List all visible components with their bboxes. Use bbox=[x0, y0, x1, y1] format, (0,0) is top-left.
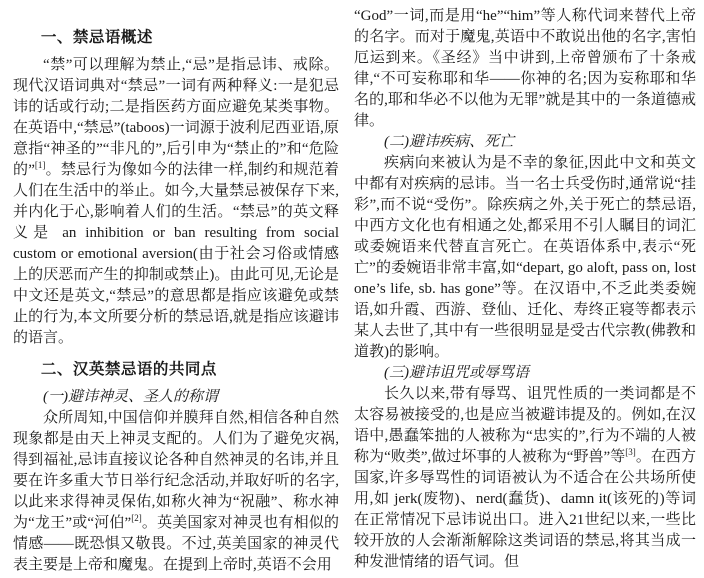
paragraph: 长久以来,带有辱骂、诅咒性质的一类词都是不太容易被接受的,也是应当被避讳提及的。例如,在汉语中,愚蠢笨拙的人被称为“忠实的”,行为不端的人被称为“败类”,做过坏事的人被称为“野兽”等[3]。在西方国家,许多辱骂性的词语被认为不适合在公共场所使用,如 jerk(废物)、nerd(蠢货)、damn it(该死的)等词在正常情况下忌讳说出口。进入21世纪以来,一些比较开放的人会渐渐解除这类词语的禁忌,将其当成一种发泄情绪的语气词。但 bbox=[354, 386, 696, 570]
section-heading: 二、汉英禁忌语的共同点 bbox=[40, 361, 217, 378]
paragraph: “God”一词,而是用“he”“him”等人称代词来替代上帝的名字。而对于魔鬼,英语中不敢说出他的名字,害怕厄运到来。《圣经》当中讲到,上帝曾颁布了十条戒律,“不可妄称耶和华——你神的名;因为妄称耶和华名的,耶和华必不以他为无罪”就是其中的一条道德戒律。 bbox=[354, 8, 696, 129]
subsection-heading: (三)避讳诅咒或辱骂语 bbox=[384, 365, 529, 381]
paragraph: 疾病向来被认为是不幸的象征,因此中文和英文中都有对疾病的忌讳。当一名士兵受伤时,通常说“挂彩”,而不说“受伤”。除疾病之外,关于死亡的禁忌语,中西方文化也有相通之处,都采用不引人瞩目的词汇或委婉语来代替直言死亡。在英语体系中,表示“死亡”的委婉语非常丰富,如“depart, go aloft, pass on, lost one’s life, sb. has gone”等。在汉语中,不乏此类委婉语,如升霞、西游、登仙、迁化、寿终正寝等都表示某人去世了,其中有一些很明显是受古代宗教(佛教和道教)的影响。 bbox=[354, 155, 696, 360]
paragraph: “禁”可以理解为禁止,“忌”是指忌讳、戒除。现代汉语词典对“禁忌”一词有两种释义:一是犯忌讳的话或行动;二是指医药方面应避免某类事物。在英语中,“禁忌”(taboos)一词源于波利尼西亚语,原意指“神圣的”“非凡的”,后引申为“禁止的”和“危险的”[1]。禁忌行为像如今的法律一样,制约和规范着人们在生活中的举止。如今,大量禁忌被保存下来,并内化于心,影响着人们的生活。“禁忌”的英文释义是 an inhibition or ban resulting from social custom or emotional aversion(由于社会习俗或情感上的厌恶而产生的抑制或禁止)。由此可见,无论是中文还是英文,“禁忌”的意思都是指应该避免或禁止的行为,本文所要分析的禁忌语,就是指应该避讳的语言。 bbox=[13, 57, 339, 346]
footnote-ref: [1] bbox=[34, 160, 46, 170]
footnote-ref: [2] bbox=[131, 513, 142, 523]
column-right bbox=[354, 6, 696, 578]
footnote-ref: [3] bbox=[625, 447, 636, 457]
subsection-heading: (二)避讳疾病、死亡 bbox=[384, 134, 514, 150]
paragraph: 众所周知,中国信仰并膜拜自然,相信各种自然现象都是由天上神灵支配的。人们为了避免灾祸,得到福祉,忌讳直接议论各种自然神灵的名讳,并且要在许多重大节日举行纪念活动,并取好听的名字,以此来求得神灵保佑,如称火神为“祝融”、称水神为“龙王”或“河伯”[2]。英美国家对神灵也有相似的情感——既恐惧又敬畏。不过,英美国家的神灵代表主要是上帝和魔鬼。在提到上帝时,英语不会用 bbox=[13, 410, 339, 573]
column-left bbox=[13, 6, 339, 578]
subsection-heading: (一)避讳神灵、圣人的称谓 bbox=[43, 389, 218, 405]
section-heading: 一、禁忌语概述 bbox=[40, 29, 153, 46]
